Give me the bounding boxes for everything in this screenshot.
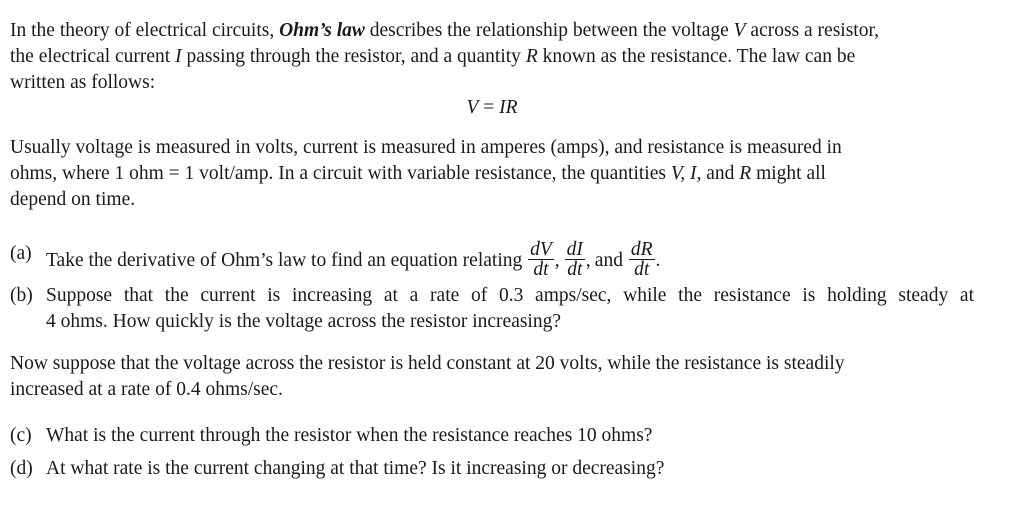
intro-text: across a resistor, — [745, 20, 880, 41]
units-text: ohms, where 1 ohm = 1 volt/amp. In a circuit with variable resistance, the quantities — [10, 163, 671, 184]
ohms-law-equation — [10, 96, 974, 120]
intro-text: known as the resistance. The law can be — [537, 46, 856, 67]
intro-text: the electrical current — [10, 46, 176, 67]
equation-rhs: IR — [499, 97, 518, 118]
units-text: might all — [751, 163, 826, 184]
units-line-1: Usually voltage is measured in volts, current is measured in amperes (amps), and resistance is measured in — [10, 137, 842, 158]
equation-lhs: V — [466, 97, 479, 118]
variable-r: R — [525, 46, 538, 67]
part-a-label: (a) — [10, 243, 32, 264]
paragraph-2-line-1: Now suppose that the voltage across the resistor is held constant at 20 volts, while the resistance is steadily — [10, 353, 845, 374]
intro-line-3: written as follows: — [10, 72, 156, 93]
part-a-and: and — [594, 249, 623, 271]
units-line-2 — [10, 162, 826, 186]
part-b-text: Suppose that the current is increasing at a rate of 0.3 amps/sec, while the resistance is holding steady at — [46, 285, 974, 306]
units-text: and — [701, 163, 740, 184]
part-d-label: (d) — [10, 458, 33, 479]
units-vars: V, I, — [670, 163, 702, 184]
fraction-di-dt: $\frac{dI}{dt}$ — [566, 239, 583, 280]
fraction-dr-dt: $\frac{dR}{dt}$ — [630, 239, 653, 280]
units-var-r: R — [739, 163, 752, 184]
part-b-label: (b) — [10, 285, 33, 306]
fraction-dv-dt: $\frac{dV}{dt}$ — [530, 239, 552, 280]
variable-i: I — [175, 46, 182, 67]
part-a-period: . — [655, 249, 661, 271]
paragraph-2-line-2: increased at a rate of 0.4 ohms/sec. — [10, 379, 283, 400]
equation-equals: = — [483, 97, 495, 118]
part-c-label: (c) — [10, 425, 32, 446]
intro-text: In the theory of electrical circuits, — [10, 20, 280, 41]
part-a-text: Take the derivative of Ohm’s law to find an equation relating — [46, 249, 523, 271]
intro-text: describes the relationship between the voltage — [364, 20, 734, 41]
units-line-3: depend on time. — [10, 189, 136, 210]
intro-line-2 — [10, 45, 855, 69]
law-name: Ohm’s law — [279, 20, 365, 41]
part-b-line-2: 4 ohms. How quickly is the voltage across the resistor increasing? — [46, 311, 562, 332]
variable-v: V — [733, 20, 746, 41]
intro-text: passing through the resistor, and a quantity — [181, 46, 526, 67]
intro-line-1 — [10, 19, 879, 43]
part-c-text: What is the current through the resistor when the resistance reaches 10 ohms? — [46, 425, 653, 446]
part-d-text: At what rate is the current changing at that time? Is it increasing or decreasing? — [46, 458, 665, 479]
